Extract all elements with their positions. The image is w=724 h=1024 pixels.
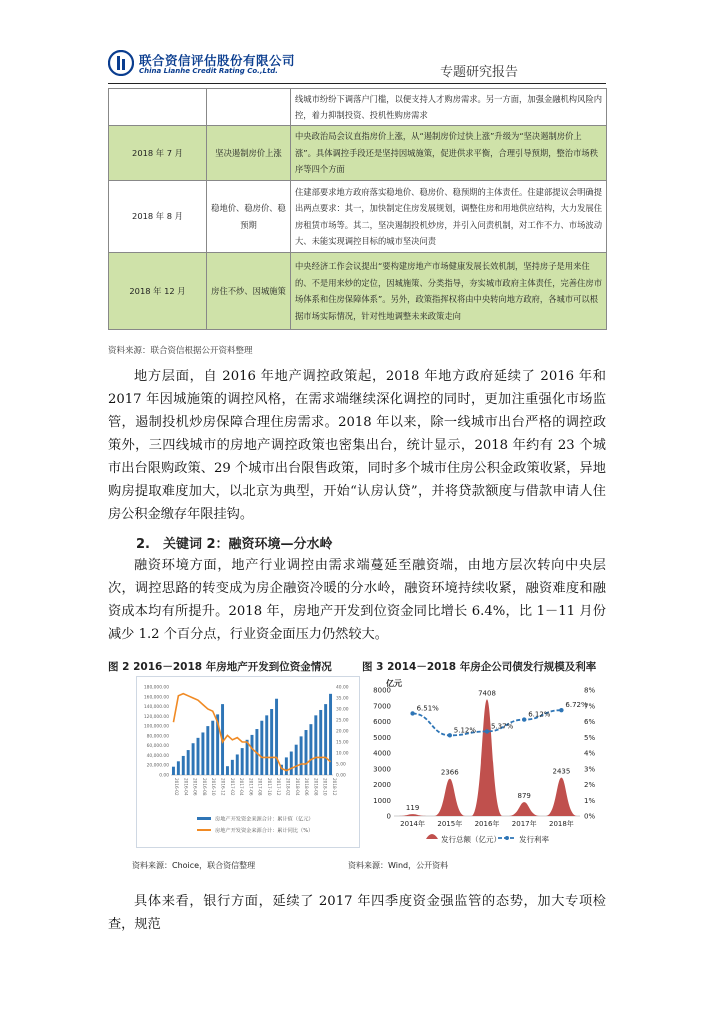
bar [270,709,273,775]
left-axis-tick: 8000 [373,686,391,695]
figure3-source-note: 资料来源：Wind，公开资料 [348,861,449,870]
table-cell-keyword [207,89,291,126]
left-axis-tick: 4000 [373,749,391,758]
bar [246,740,249,775]
bar [324,704,327,775]
bar [226,766,229,775]
table-row [109,181,607,253]
bar [187,750,190,775]
area-peak [434,779,465,816]
table-source-note: 资料来源：联合资信根据公开资料整理 [108,346,253,356]
area-peak [546,778,577,816]
data-label: 5.37% [491,722,514,731]
left-axis-tick: 140,000.00 [143,705,169,711]
x-axis-tick: 2018-04 [294,778,300,796]
table-cell-content: 中央政治局会议直指房价上涨，从“遏制房价过快上涨”升级为“坚决遏制房价上涨”。具体调控手段还是坚持因城施策，促进供求平衡，合理引导预期，整治市场秩序等四个方面 [291,126,607,181]
table-cell-date: 2018 年 8 月 [109,181,207,253]
line-point [522,717,526,721]
left-axis-tick: 0.00 [159,773,169,779]
bar [314,715,317,775]
company-name-cn: 联合资信评估股份有限公司 [139,53,296,68]
figure2-source-note: 资料来源：Choice，联合资信整理 [132,861,256,870]
left-axis-tick: 80,000.00 [146,734,169,740]
bar [251,735,254,775]
left-axis-tick: 7000 [373,702,391,711]
x-axis-tick: 2016-04 [183,778,189,796]
bar [241,748,244,775]
bar [329,694,332,775]
left-axis-tick: 3000 [373,765,391,774]
x-axis-tick: 2017-08 [257,778,263,796]
left-axis-tick: 60,000.00 [146,744,169,750]
figure3-chart [366,676,606,848]
table-row [109,89,607,126]
x-axis-tick: 2017-02 [229,778,235,796]
bar [231,760,234,775]
line-point [559,708,563,712]
x-axis-tick: 2017-06 [248,778,254,796]
header-divider [108,83,606,84]
x-axis-tick: 2018-02 [285,778,291,796]
data-label: 5.12% [453,726,477,735]
data-label: 6.12% [528,710,551,719]
line-point [485,729,489,733]
x-axis-tick: 2017-12 [276,778,282,796]
right-axis-tick: 40.00 [336,685,349,691]
x-axis-tick: 2016-12 [220,778,226,796]
bar [206,726,209,775]
table-cell-content: 线城市纷纷下调落户门槛，以便支持人才购房需求。另一方面，加强金融机构风险内控，着力抑制投资、投机性购房需求 [291,89,607,126]
right-axis-tick: 15.00 [336,740,349,746]
paragraph-financing: 融资环境方面，地产行业调控由需求端蔓延至融资端，由地方层次转向中央层次，调控思路的转变成为房企融资冷暖的分水岭，融资环境持续收紧，融资难度和融资成本均有所提升。2018 年，房地产开发到位资金同比增长 6.4%，比 1－11 月份减少 1.2 个百分点，行业资金面压力仍然较大。 [108,558,606,642]
bar [192,743,195,775]
x-axis-tick: 2017-04 [239,778,245,796]
bar [319,710,322,775]
bar [236,754,239,775]
bar [285,757,288,775]
left-axis-tick: 20,000.00 [146,763,169,769]
left-axis-tick: 100,000.00 [143,724,169,730]
x-axis-tick: 2018年 [548,820,574,828]
legend-label: 发行利率 [519,835,549,844]
right-axis-tick: 30.00 [336,707,349,713]
left-axis-tick: 40,000.00 [146,753,169,759]
bar [300,736,303,775]
data-label: 879 [517,792,531,801]
x-axis-tick: 2014年 [400,820,426,828]
right-axis-tick: 20.00 [336,729,349,735]
line-point [448,733,452,737]
legend-label: 房地产开发资金来源合计：累计同比（%） [215,828,314,834]
figure2-title: 图 2 2016－2018 年房地产开发到位资金情况 [108,661,332,673]
right-axis-tick: 25.00 [336,718,349,724]
right-axis-tick: 0% [584,812,596,821]
x-axis-tick: 2016年 [474,820,500,828]
x-axis-tick: 2016-10 [211,778,217,796]
left-axis-tick: 0 [386,812,391,821]
right-axis-tick: 1% [584,796,596,805]
data-label: 6.51% [416,704,439,713]
bar [260,721,263,775]
table-cell-date: 2018 年 12 月 [109,253,207,330]
x-axis-tick: 2017-10 [266,778,272,796]
x-axis-tick: 2018-12 [332,778,337,796]
bar [177,761,180,775]
left-axis-tick: 2000 [373,781,391,789]
legend-swatch-bar [197,817,211,820]
bar [182,756,185,775]
bar [201,732,204,775]
bar [275,699,278,775]
area-peak [509,802,540,816]
right-axis-tick: 2% [584,781,596,789]
bar [172,767,175,775]
data-label: 2366 [440,768,459,777]
right-axis-tick: 6% [584,718,596,726]
bar [305,730,308,775]
data-label: 2435 [552,767,571,776]
table-cell-content: 中央经济工作会议提出“要构建房地产市场健康发展长效机制，坚持房子是用来住的、不是用来炒的定位，因城施策、分类指导，夯实城市政府主体责任，完善住房市场体系和住房保障体系”。另外，政策指挥权将由中央转向地方政府，各城市可以根据市场实际情况，针对性地调整未来政策走向 [291,253,607,330]
left-axis-tick: 160,000.00 [143,695,169,701]
right-axis-tick: 35.00 [336,696,349,702]
bar [290,752,293,775]
legend-swatch-marker [505,836,509,840]
paragraph-bank-financing: 具体来看，银行方面，延续了 2017 年四季度资金强监管的态势，加大专项检查，规范 [108,894,606,932]
paragraph-local-policy: 地方层面，自 2016 年地产调控政策起，2018 年地方政府延续了 2016 年和 2017 年因城施策的调控风格，在需求端继续深化调控的同时，更加注重强化市场监管，遏制投机炒房保障合理住房需求。2018 年以来，除一线城市出台严格的调控政策外，三四线城市的房地产调控政策也密集出台，统计显示，2018 年约有 23 个城市出台限购政策、29 个城市出台限售政策，同时多个城市住房公积金政策收紧，异地购房提取难度加大，以北京为典型，开始“认房认贷”，并将贷款额度与借款申请人住房公积金缴存年限挂钩。 [108,369,606,522]
right-axis-tick: 4% [584,749,596,758]
table-cell-date [109,89,207,126]
right-axis-tick: 7% [584,702,596,711]
bar [211,721,214,775]
company-name-en: China Lianhe Credit Rating Co.,Ltd. [139,67,278,75]
legend-swatch-area [426,834,438,839]
right-axis-tick: 8% [584,686,596,695]
left-axis-tick: 180,000.00 [143,685,169,691]
policy-table [108,88,607,330]
company-logo-icon [108,50,134,76]
right-axis-tick: 5.00 [336,762,346,768]
table-cell-content: 住建部要求地方政府落实稳地价、稳房价、稳预期的主体责任。住建部提议会明确提出两点要求：其一，加快制定住房发展规划，调整住房和用地供应结构，大力发展住房租赁市场等。其二，坚决遏制投机炒房，并引入问责机制，对工作不力、市场波动大、未能实现调控目标的城市坚决问责 [291,181,607,253]
table-cell-keyword: 稳地价、稳房价、稳预期 [207,181,291,253]
data-label: 7408 [478,689,496,698]
right-axis-tick: 5% [584,733,596,742]
x-axis-tick: 2016-08 [201,778,207,796]
bar [295,745,298,775]
unit-label: 亿元 [386,679,402,688]
x-axis-tick: 2017年 [511,820,537,828]
bar [265,715,268,775]
right-axis-tick: 0.00 [336,773,346,779]
left-axis-tick: 1000 [373,796,391,805]
table-row [109,253,607,330]
right-axis-tick: 3% [584,765,596,774]
left-axis-tick: 6000 [373,718,391,726]
table-row [109,126,607,181]
left-axis-tick: 120,000.00 [143,714,169,720]
x-axis-tick: 2015年 [437,820,463,828]
figure3-title: 图 3 2014－2018 年房企公司债发行规模及利率 [362,661,597,673]
area-peak [471,699,502,816]
report-type-label: 专题研究报告 [440,65,519,80]
bar [309,724,312,775]
table-cell-keyword: 坚决遏制房价上涨 [207,126,291,181]
legend-label: 房地产开发资金来源合计：累计值（亿元） [215,816,314,823]
figure2-chart [136,676,360,848]
data-label: 6.72% [565,701,588,710]
x-axis-tick: 2018-08 [313,778,319,796]
x-axis-tick: 2016-06 [192,778,198,796]
table-cell-keyword: 房住不炒、因城施策 [207,253,291,330]
section-heading: 2. 关键词 2：融资环境—分水岭 [136,537,333,552]
bar [197,738,200,775]
data-label: 119 [405,804,420,813]
left-axis-tick: 5000 [373,733,391,742]
x-axis-tick: 2018-06 [304,778,310,796]
x-axis-tick: 2016-02 [174,778,179,796]
table-cell-date: 2018 年 7 月 [109,126,207,181]
legend-label: 发行总额（亿元） [441,835,501,844]
x-axis-tick: 2018-10 [322,778,328,796]
right-axis-tick: 10.00 [336,751,349,757]
line-point [410,711,414,715]
